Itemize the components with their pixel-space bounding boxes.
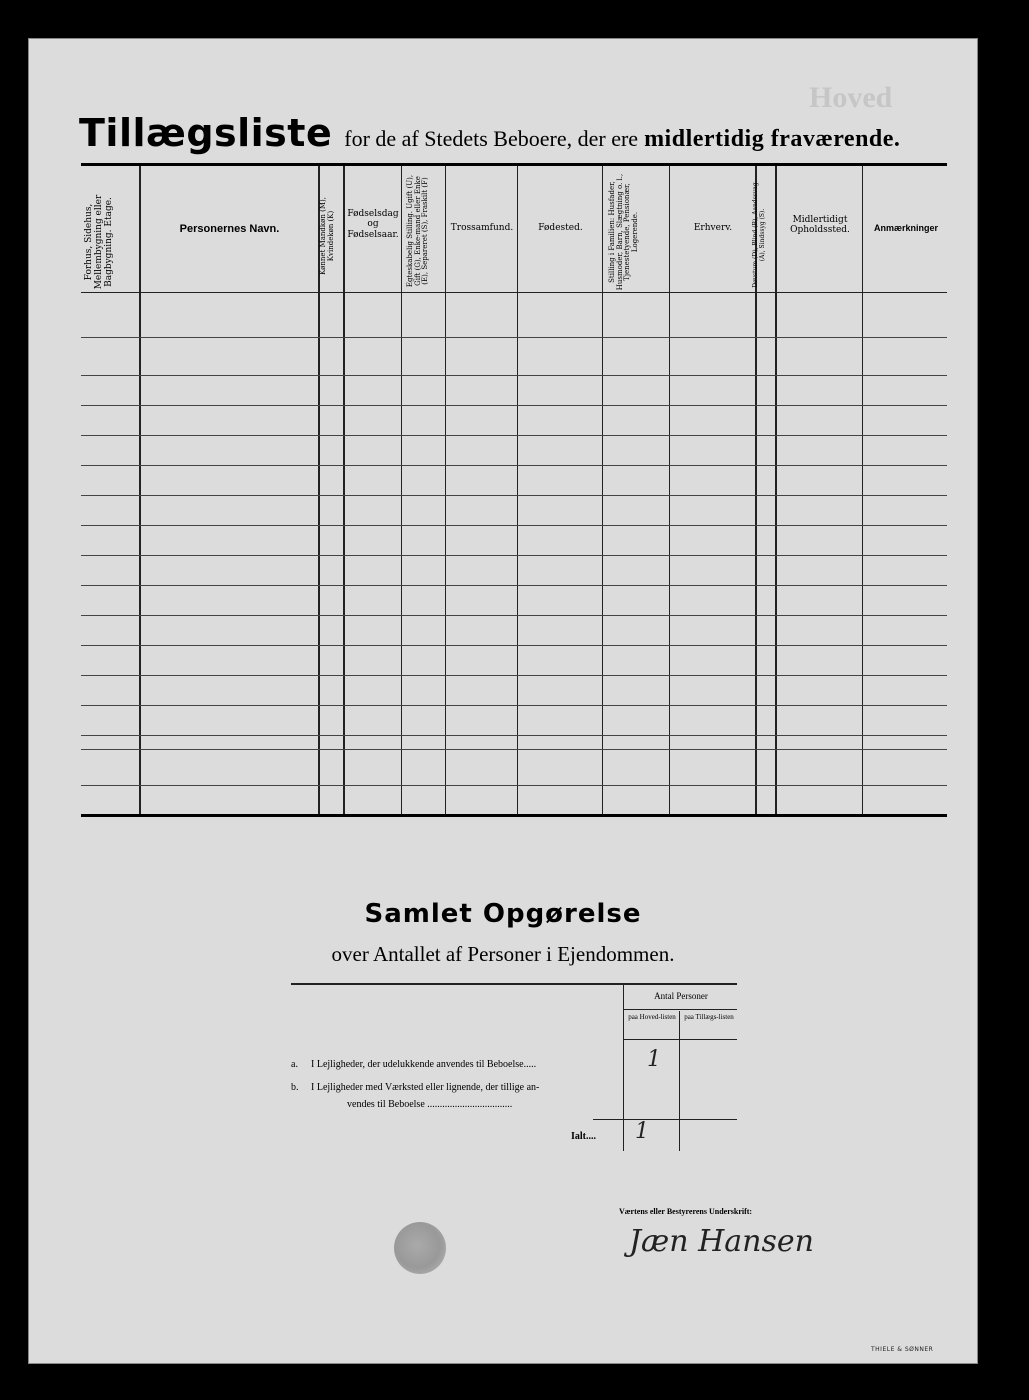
summary-divider bbox=[679, 1011, 680, 1151]
col-tillaeg-label: paa Tillægs-listen bbox=[684, 1013, 734, 1021]
row-a-text: I Lejligheder, der udelukkende anvendes til Beboelse..... bbox=[311, 1059, 537, 1070]
total-label: Ialt.... bbox=[571, 1131, 596, 1142]
col-divider bbox=[862, 166, 863, 814]
row-line bbox=[81, 585, 947, 586]
summary-rule bbox=[291, 983, 737, 985]
col-header-marital: Egteskabelig Stilling. Ugift (U), Gift (G), Enke-mand eller Enke (E), Separeret (S), Fraskilt (F) bbox=[406, 174, 430, 288]
col-divider bbox=[517, 166, 518, 814]
table-bottom-rule bbox=[81, 814, 947, 817]
col-header-sex: Kønnet Mandkøn (M), Kvindekøn (K) bbox=[319, 197, 335, 275]
row-b-text-1: I Lejligheder med Værksted eller lignende, der tillige an- bbox=[311, 1082, 540, 1093]
row-line bbox=[81, 375, 947, 376]
row-b-text-2: vendes til Beboelse .................................. bbox=[347, 1099, 513, 1110]
antal-personer-header: Antal Personer bbox=[654, 991, 708, 1001]
corner-stamp: Hoved bbox=[809, 81, 893, 114]
row-line bbox=[81, 337, 947, 338]
col-divider bbox=[401, 166, 402, 814]
row-line bbox=[81, 525, 947, 526]
col-header-temporary-residence: Midlertidigt Opholdssted. bbox=[790, 215, 850, 236]
summary-title: Samlet Opgørelse bbox=[364, 899, 642, 929]
col-header-birthplace: Fødested. bbox=[538, 223, 583, 233]
col-header-name: Personernes Navn. bbox=[179, 223, 280, 235]
col-header-building: Forhus, Sidehus, Mellembygning eller Bagbygning. Etage. bbox=[84, 194, 114, 290]
row-a-prefix: a. bbox=[291, 1059, 298, 1070]
total-value: 1 bbox=[635, 1119, 649, 1144]
row-line bbox=[81, 615, 947, 616]
form-title bbox=[79, 111, 900, 155]
col-hoved-label: paa Hoved-listen bbox=[628, 1013, 676, 1021]
row-line bbox=[81, 735, 947, 736]
summary-divider bbox=[593, 1119, 737, 1120]
row-line bbox=[81, 675, 947, 676]
row-line bbox=[81, 749, 947, 750]
summary-subtitle: over Antallet af Personer i Ejendommen. bbox=[331, 942, 675, 966]
row-line bbox=[81, 435, 947, 436]
col-header-birthdate: Fødselsdag og Fødselsaar. bbox=[347, 209, 399, 240]
wax-seal bbox=[394, 1222, 446, 1274]
row-line bbox=[81, 555, 947, 556]
title-bold: midlertidig fraværende. bbox=[644, 126, 901, 152]
col-header-remarks: Anmærkninger bbox=[873, 223, 938, 233]
title-main: Tillægsliste bbox=[79, 111, 333, 155]
row-line bbox=[81, 645, 947, 646]
signature-label: Værtens eller Bestyrerens Underskrift: bbox=[619, 1207, 753, 1216]
summary-divider bbox=[623, 1009, 737, 1010]
row-line bbox=[81, 405, 947, 406]
row-line bbox=[81, 785, 947, 786]
row-line bbox=[81, 465, 947, 466]
col-divider bbox=[669, 166, 670, 814]
col-header-religion: Trossamfund. bbox=[450, 223, 514, 233]
col-divider bbox=[343, 166, 345, 814]
printer-mark: THIELE & SØNNER bbox=[871, 1346, 934, 1353]
title-rest: for de af Stedets Beboere, der ere bbox=[344, 126, 639, 151]
row-a-value: 1 bbox=[647, 1047, 661, 1072]
header-rule bbox=[81, 292, 947, 293]
signature-name: Jæn Hansen bbox=[629, 1224, 814, 1259]
col-header-disability: Døvstum (D), Blind (B), Aandssvag (A), Sindssyg (S). bbox=[752, 182, 766, 288]
col-header-occupation: Erhverv. bbox=[693, 223, 733, 233]
table-top-rule bbox=[81, 163, 947, 166]
col-divider bbox=[139, 166, 141, 814]
col-header-family-position: Stilling i Familien: Husfader, Husmoder, Barn, Slægtning o. l., Tjenestetyende, Pensionær, Logerende. bbox=[608, 173, 640, 291]
census-form-page bbox=[28, 38, 978, 1364]
row-line bbox=[81, 705, 947, 706]
summary-divider bbox=[623, 1039, 737, 1040]
row-b-prefix: b. bbox=[291, 1082, 299, 1093]
col-divider bbox=[602, 166, 603, 814]
row-line bbox=[81, 495, 947, 496]
